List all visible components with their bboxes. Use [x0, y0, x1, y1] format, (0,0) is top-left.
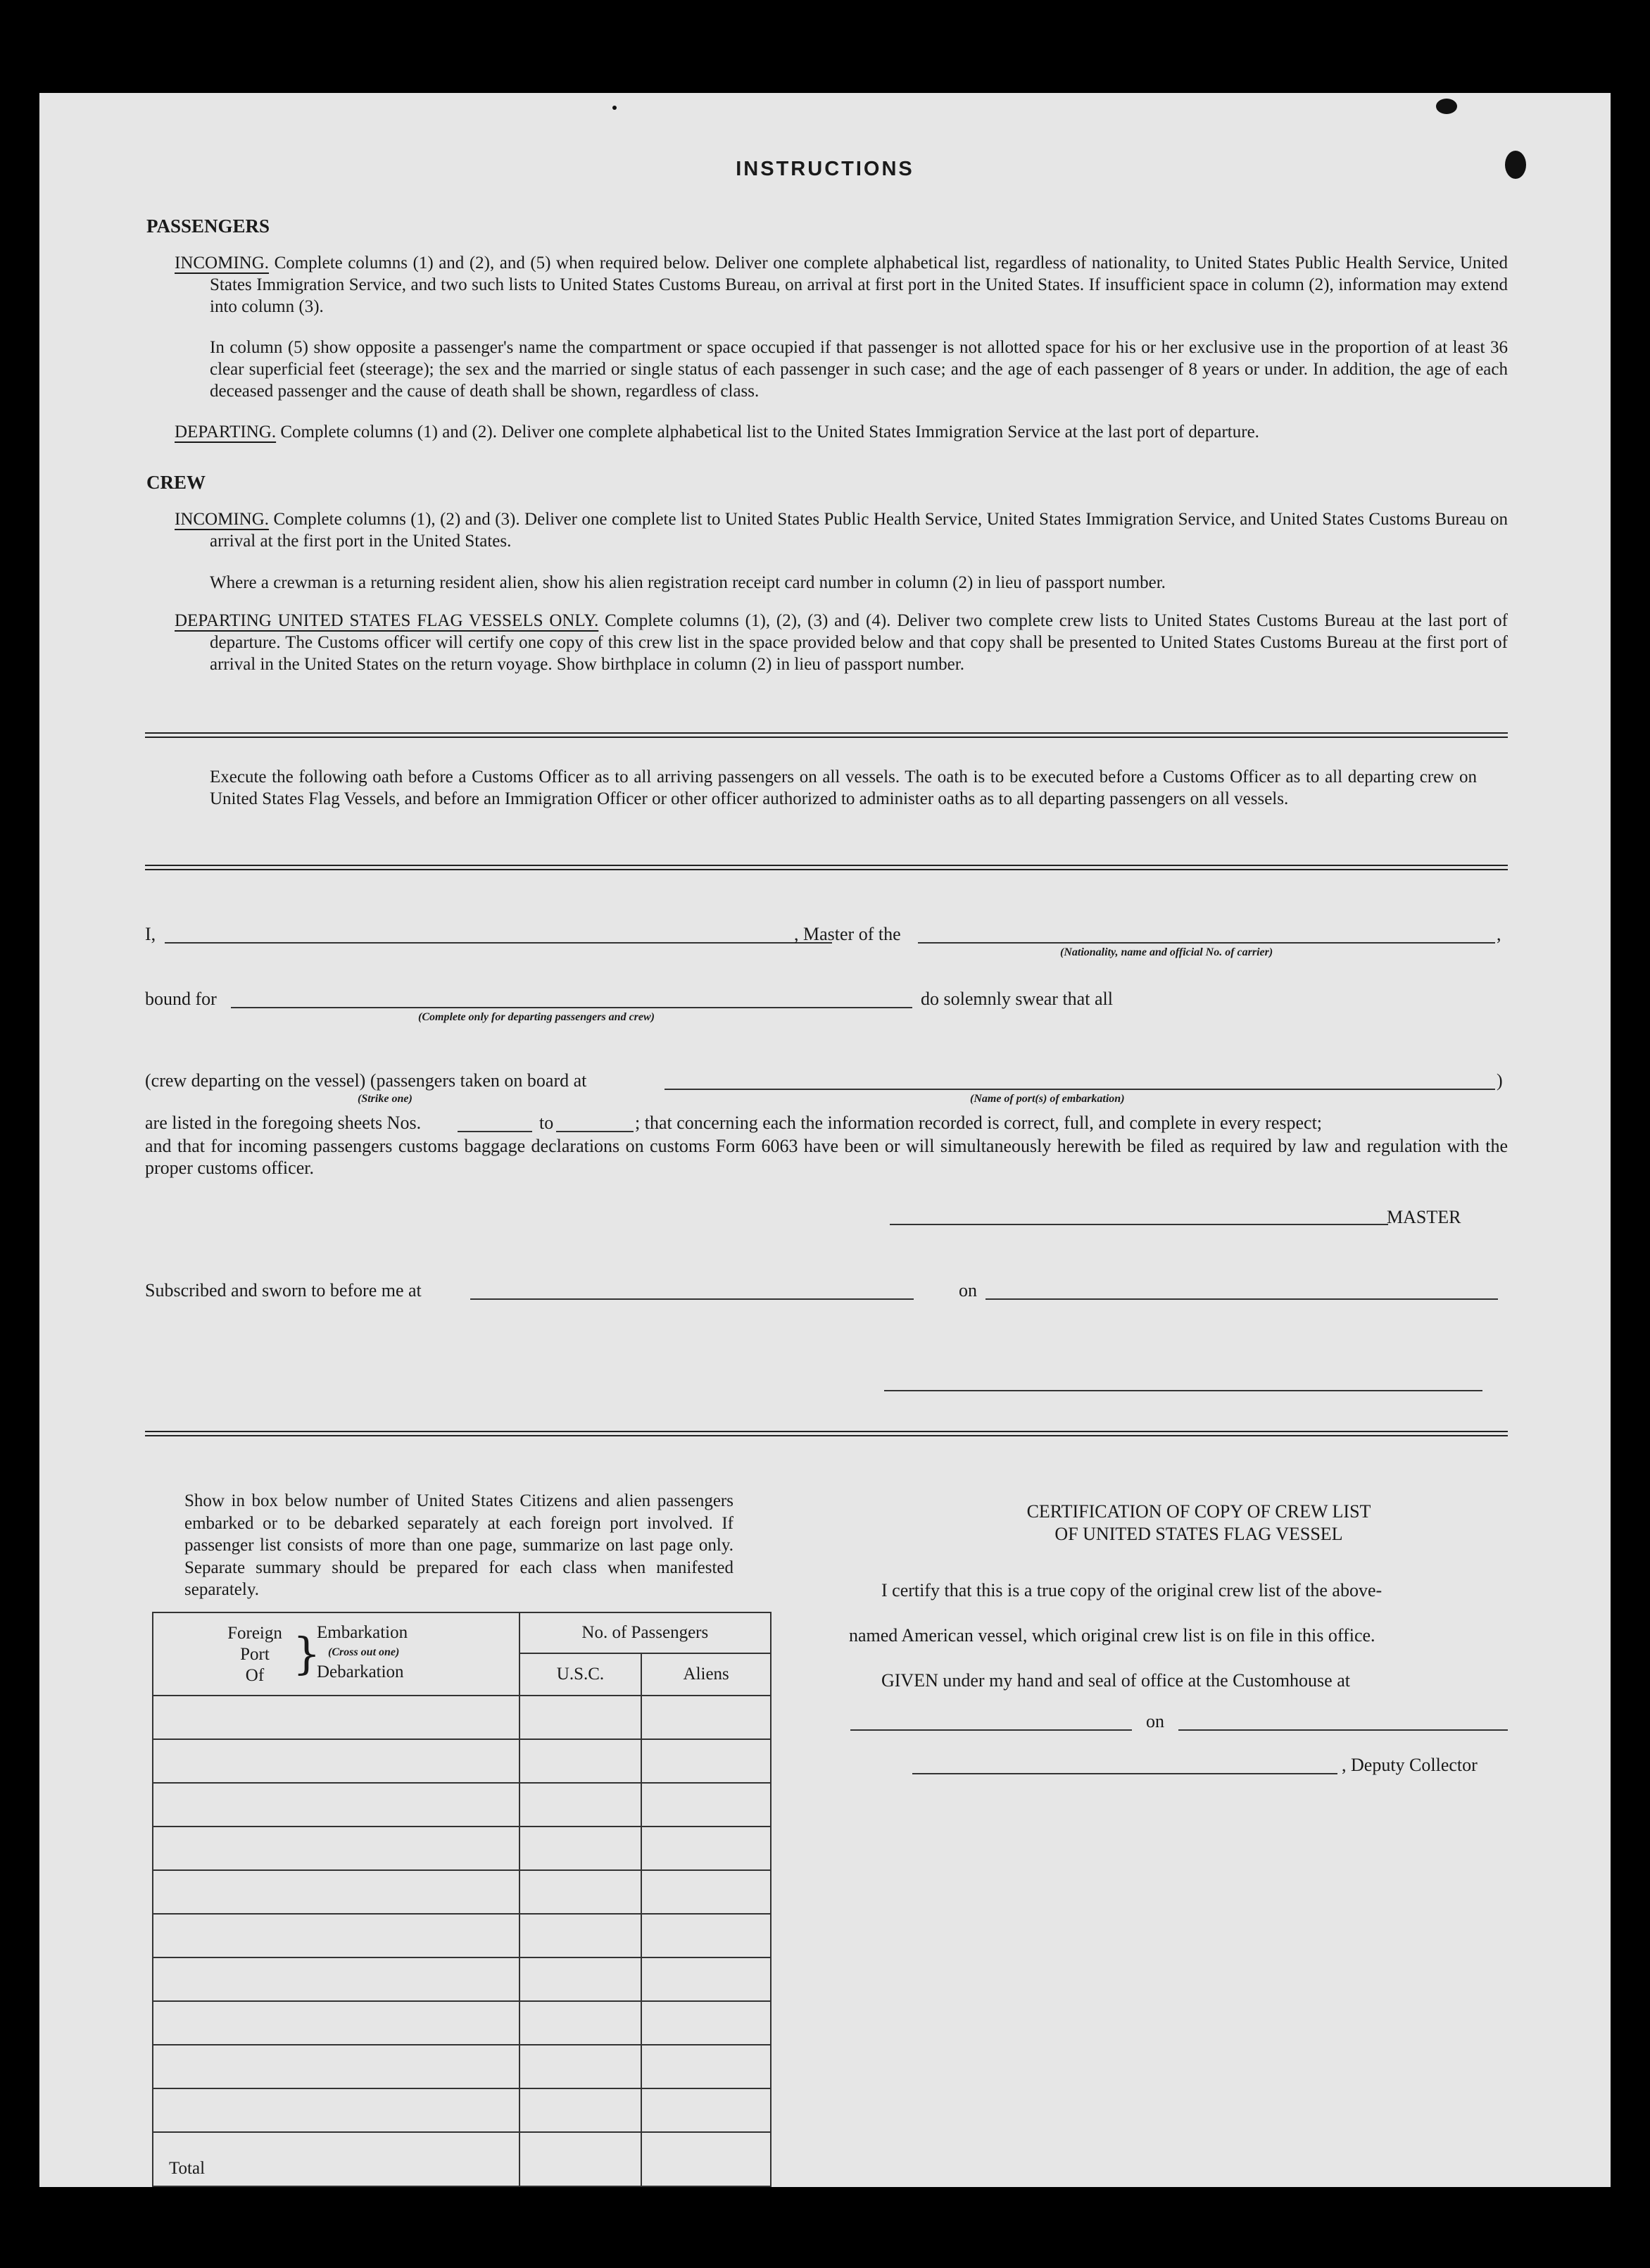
certification-title-2: OF UNITED STATES FLAG VESSEL — [1054, 1524, 1343, 1544]
crew-departing-label: (crew departing on the vessel) (passengers taken on board at — [145, 1070, 587, 1091]
crew-departing-label: DEPARTING UNITED STATES FLAG VESSELS ONLY. — [175, 611, 599, 630]
foreign-port-of-label — [221, 1623, 289, 1686]
port-cell[interactable] — [153, 2045, 519, 2088]
aliens-cell[interactable] — [641, 2088, 771, 2132]
bound-for-label: bound for — [145, 989, 217, 1009]
passenger-summary-table — [152, 1612, 772, 2187]
usc-cell[interactable] — [519, 1827, 642, 1870]
given-line: GIVEN under my hand and seal of office at the Customhouse at — [881, 1670, 1350, 1691]
carrier-field[interactable] — [918, 942, 1495, 944]
crew-departing — [175, 610, 1508, 675]
certify-line-2: named American vessel, which original crew list is on file in this office. — [849, 1625, 1375, 1646]
total-label: Total — [153, 2132, 519, 2186]
port-cell[interactable] — [153, 2088, 519, 2132]
scan-mark — [1505, 151, 1526, 179]
embark-debark-labels — [317, 1623, 408, 1682]
customhouse-field[interactable] — [850, 1729, 1132, 1731]
aliens-total-cell[interactable] — [641, 2132, 771, 2186]
form-page — [39, 93, 1611, 2187]
cross-out-caption: (Cross out one) — [328, 1646, 400, 1658]
usc-cell[interactable] — [519, 2088, 642, 2132]
passengers-incoming-text: Complete columns (1) and (2), and (5) when required below. Deliver one complete alphabetical list, regardless of nationality, to United States Public Health Service, United States Immigration Service, and two such lists to United States Customs Bureau, on arrival at first port in the United States. If insufficient space in column (2), information may extend into column (3). — [210, 253, 1509, 316]
oath-instructions: Execute the following oath before a Customs Officer as to all arriving passengers on all vessels. The oath is to be executed before a Customs Officer as to all departing crew on United States Flag Vessels, and before an Immigration Officer or other officer authorized to administer oaths as to all departing passengers on all vessels. — [210, 768, 1477, 808]
cert-date-field[interactable] — [1178, 1729, 1508, 1731]
usc-cell[interactable] — [519, 1783, 642, 1827]
master-name-field[interactable] — [165, 942, 832, 944]
port-label: Port — [240, 1645, 270, 1664]
debarkation-label: Debarkation — [317, 1662, 404, 1681]
sworn-place-field[interactable] — [470, 1298, 914, 1300]
embarkation-label: Embarkation — [317, 1623, 408, 1642]
usc-cell[interactable] — [519, 1696, 642, 1739]
passengers-departing — [175, 421, 1508, 443]
usc-cell[interactable] — [519, 1914, 642, 1957]
destination-field[interactable] — [231, 1007, 912, 1008]
port-cell[interactable] — [153, 1739, 519, 1783]
foreign-label: Foreign — [227, 1624, 282, 1643]
usc-cell[interactable] — [519, 2001, 642, 2045]
page-title: INSTRUCTIONS — [736, 158, 914, 180]
deputy-collector-label: , Deputy Collector — [1342, 1755, 1478, 1775]
divider-rule — [145, 1431, 1508, 1432]
divider-rule — [145, 737, 1508, 738]
aliens-cell[interactable] — [641, 1783, 771, 1827]
crew-heading: CREW — [146, 472, 206, 493]
no-passengers-header: No. of Passengers — [519, 1612, 771, 1653]
ports-field[interactable] — [665, 1089, 1495, 1090]
certification-title-1: CERTIFICATION OF COPY OF CREW LIST — [1026, 1501, 1371, 1522]
officer-signature-field[interactable] — [884, 1390, 1482, 1391]
divider-rule — [145, 865, 1508, 866]
passengers-departing-label: DEPARTING. — [175, 422, 277, 441]
ports-caption: (Name of port(s) of embarkation) — [970, 1093, 1125, 1105]
cert-on-label: on — [1146, 1711, 1164, 1731]
port-cell[interactable] — [153, 1957, 519, 2001]
port-cell[interactable] — [153, 1783, 519, 1827]
aliens-cell[interactable] — [641, 1957, 771, 2001]
carrier-caption: (Nationality, name and official No. of carrier) — [1060, 946, 1273, 958]
passengers-heading: PASSENGERS — [146, 215, 270, 237]
aliens-cell[interactable] — [641, 1914, 771, 1957]
brace-icon: } — [293, 1628, 321, 1679]
deputy-signature-field[interactable] — [912, 1773, 1337, 1774]
usc-cell[interactable] — [519, 1739, 642, 1783]
crew-incoming — [175, 508, 1508, 552]
sworn-on-label: on — [959, 1280, 977, 1301]
aliens-cell[interactable] — [641, 1827, 771, 1870]
crew-incoming-label: INCOMING. — [175, 510, 270, 529]
divider-rule — [145, 869, 1508, 870]
aliens-cell[interactable] — [641, 2045, 771, 2088]
aliens-cell[interactable] — [641, 1696, 771, 1739]
scan-mark — [612, 106, 617, 110]
passengers-incoming — [175, 252, 1508, 318]
swear-label: do solemnly swear that all — [921, 989, 1113, 1009]
usc-cell[interactable] — [519, 1957, 642, 2001]
crew-departing-text: Complete columns (1), (2), (3) and (4). Deliver two complete crew lists to United States Customs Bureau at the last port of departure. The Customs officer will certify one copy of this crew list in the space provided below and that copy shall be presented to United States Customs Bureau at the first port of arrival in the United States on the return voyage. Show birthplace in column (2) in lieu of passport number. — [210, 611, 1508, 674]
divider-rule — [145, 1435, 1508, 1436]
sheet-to-field[interactable] — [556, 1131, 634, 1132]
aliens-header: Aliens — [641, 1653, 771, 1696]
listed-continuation: ; that concerning each the information recorded is correct, full, and complete in every respect; — [635, 1113, 1323, 1133]
port-header-cell — [153, 1612, 519, 1696]
trailing-comma: , — [1497, 924, 1501, 944]
crew-resident-text: Where a crewman is a returning resident alien, show his alien registration receipt card number in column (2) in lieu of passport number. — [210, 573, 1166, 592]
of-label: Of — [245, 1666, 265, 1685]
passengers-departing-text: Complete columns (1) and (2). Deliver one complete alphabetical list to the United States Immigration Service at the last port of departure. — [280, 422, 1259, 441]
subscribed-label: Subscribed and sworn to before me at — [145, 1280, 422, 1301]
sheet-from-field[interactable] — [458, 1131, 532, 1132]
aliens-cell[interactable] — [641, 1739, 771, 1783]
listed-sheets-label: are listed in the foregoing sheets Nos. — [145, 1113, 422, 1133]
oath-i-label: I, — [145, 924, 156, 944]
passengers-column5-text: In column (5) show opposite a passenger's name the compartment or space occupied if that passenger is not allotted space for his or her exclusive use in the proportion of at least 36 clear superficial feet (steerage); the sex and the married or single status of each passenger in such case; and the age of each passenger of 8 years or under. In addition, the age of each deceased passenger and the cause of death shall be shown, regardless of class. — [210, 338, 1508, 401]
port-cell[interactable] — [153, 1914, 519, 1957]
passengers-incoming-label: INCOMING. — [175, 253, 270, 272]
bound-caption: (Complete only for departing passengers and crew) — [418, 1011, 655, 1023]
to-label: to — [539, 1113, 554, 1133]
summary-instructions: Show in box below number of United States Citizens and alien passengers embarked or to be debarked separately at each foreign port involved. If passenger list consists of more than one page, summarize on last page only. Separate summary should be prepared for each class when manifested separately. — [184, 1491, 733, 1599]
usc-header: U.S.C. — [519, 1653, 642, 1696]
sworn-date-field[interactable] — [985, 1298, 1498, 1300]
usc-cell[interactable] — [519, 2045, 642, 2088]
master-of-label: , Master of the — [794, 924, 901, 944]
certify-line-1: I certify that this is a true copy of the original crew list of the above- — [881, 1580, 1383, 1600]
port-cell[interactable] — [153, 2001, 519, 2045]
port-cell[interactable] — [153, 1827, 519, 1870]
usc-cell[interactable] — [519, 1870, 642, 1914]
port-cell[interactable] — [153, 1696, 519, 1739]
master-label: MASTER — [1387, 1207, 1461, 1227]
close-paren: ) — [1497, 1070, 1503, 1091]
divider-rule — [145, 732, 1508, 734]
aliens-cell[interactable] — [641, 1870, 771, 1914]
scan-mark — [1436, 99, 1457, 114]
strike-caption: (Strike one) — [358, 1093, 412, 1105]
port-cell[interactable] — [153, 1870, 519, 1914]
aliens-cell[interactable] — [641, 2001, 771, 2045]
listed-declaration: and that for incoming passengers customs baggage declarations on customs Form 6063 have been or will simultaneously herewith be filed as required by law and regulation with the proper customs officer. — [145, 1136, 1508, 1178]
crew-incoming-text: Complete columns (1), (2) and (3). Deliver one complete list to United States Public Health Service, United States Immigration Service, and United States Customs Bureau on arrival at the first port in the United States. — [210, 510, 1508, 551]
usc-total-cell[interactable] — [519, 2132, 642, 2186]
master-signature-field[interactable] — [890, 1224, 1388, 1225]
